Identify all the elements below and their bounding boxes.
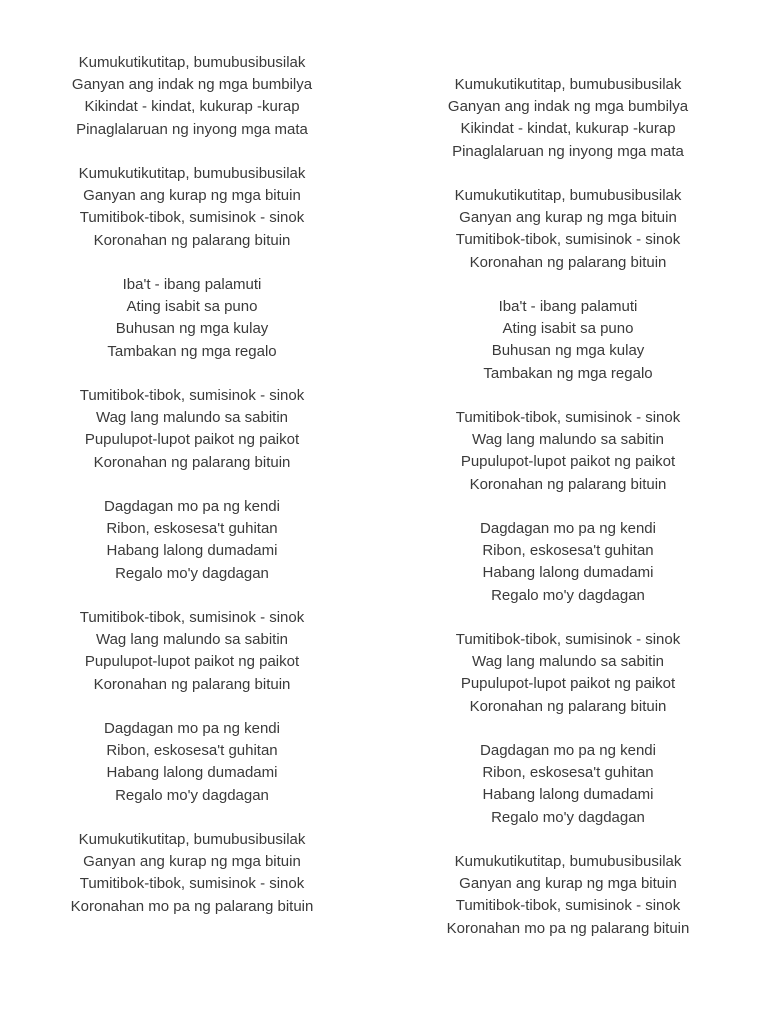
lyric-line: Buhusan ng mga kulay (491, 342, 645, 360)
stanza (42, 52, 342, 141)
lyric-line: Koronahan ng palarang bituin (93, 231, 291, 249)
lyric-line: Tumitibok-tibok, sumisinok - sinok (455, 897, 681, 915)
lyric-line: Regalo mo'y dagdagan (491, 808, 645, 826)
lyric-line: Tumitibok-tibok, sumisinok - sinok (455, 631, 681, 648)
lyric-line: Tumitibok-tibok, sumisinok - sinok (455, 409, 681, 426)
lyric-line: Iba't - ibang palamuti (122, 276, 262, 293)
lyric-line: Ribon, eskosesa't guhitan (482, 542, 654, 560)
stanza (42, 718, 342, 807)
stanza (418, 629, 718, 718)
stanza (418, 851, 718, 940)
lyric-line: Ganyan ang kurap ng mga bituin (83, 187, 301, 205)
lyric-line: Ribon, eskosesa't guhitan (106, 742, 278, 760)
lyric-line: Ganyan ang kurap ng mga bituin (459, 209, 677, 227)
lyric-line: Kumukutikutitap, bumubusibusilak (78, 54, 306, 71)
lyric-line: Regalo mo'y dagdagan (115, 786, 269, 804)
lyric-line: Pupulupot-lupot paikot ng paikot (460, 453, 676, 471)
lyric-line: Koronahan ng palarang bituin (93, 453, 291, 471)
lyric-line: Kumukutikutitap, bumubusibusilak (78, 831, 306, 848)
lyric-line: Iba't - ibang palamuti (498, 298, 638, 315)
lyric-line: Koronahan ng palarang bituin (469, 253, 667, 271)
stanza (42, 607, 342, 696)
lyric-line: Kumukutikutitap, bumubusibusilak (78, 165, 306, 182)
lyric-line: Kumukutikutitap, bumubusibusilak (454, 187, 682, 204)
lyric-line: Dagdagan mo pa ng kendi (104, 720, 280, 737)
lyric-line: Ribon, eskosesa't guhitan (106, 520, 278, 538)
stanza (418, 74, 718, 163)
lyrics-column-right (418, 74, 718, 940)
lyric-line: Koronahan ng palarang bituin (93, 675, 291, 693)
lyric-line: Pupulupot-lupot paikot ng paikot (460, 675, 676, 693)
lyric-line: Pinaglalaruan ng inyong mga mata (452, 142, 684, 160)
stanza (42, 829, 342, 918)
lyric-line: Koronahan mo pa ng palarang bituin (446, 919, 690, 937)
stanza (418, 185, 718, 274)
lyric-line: Ganyan ang indak ng mga bumbilya (447, 98, 689, 116)
lyric-line: Regalo mo'y dagdagan (491, 586, 645, 604)
lyric-line: Habang lalong dumadami (482, 564, 654, 582)
lyric-line: Tambakan ng mga regalo (107, 342, 277, 360)
lyric-line: Tumitibok-tibok, sumisinok - sinok (79, 609, 305, 626)
lyric-line: Wag lang malundo sa sabitin (471, 653, 665, 671)
lyric-line: Pupulupot-lupot paikot ng paikot (84, 653, 300, 671)
lyric-line: Ribon, eskosesa't guhitan (482, 764, 654, 782)
stanza (418, 407, 718, 496)
lyric-line: Koronahan ng palarang bituin (469, 697, 667, 715)
lyric-line: Wag lang malundo sa sabitin (95, 409, 289, 427)
stanza (418, 296, 718, 385)
lyric-line: Wag lang malundo sa sabitin (471, 431, 665, 449)
stanza (42, 274, 342, 363)
lyric-line: Wag lang malundo sa sabitin (95, 631, 289, 649)
lyric-line: Koronahan ng palarang bituin (469, 475, 667, 493)
stanza (42, 496, 342, 585)
stanza (418, 740, 718, 829)
lyric-line: Buhusan ng mga kulay (115, 320, 269, 338)
lyric-line: Tambakan ng mga regalo (483, 364, 653, 382)
lyric-line: Regalo mo'y dagdagan (115, 564, 269, 582)
lyric-line: Ganyan ang kurap ng mga bituin (83, 853, 301, 871)
lyric-line: Pinaglalaruan ng inyong mga mata (76, 120, 308, 138)
lyric-line: Tumitibok-tibok, sumisinok - sinok (455, 231, 681, 249)
lyric-line: Tumitibok-tibok, sumisinok - sinok (79, 387, 305, 404)
lyric-line: Ganyan ang kurap ng mga bituin (459, 875, 677, 893)
lyric-line: Tumitibok-tibok, sumisinok - sinok (79, 875, 305, 893)
stanza (418, 518, 718, 607)
lyric-line: Kumukutikutitap, bumubusibusilak (454, 76, 682, 93)
lyric-line: Pupulupot-lupot paikot ng paikot (84, 431, 300, 449)
lyric-line: Habang lalong dumadami (106, 542, 278, 560)
lyric-line: Koronahan mo pa ng palarang bituin (70, 897, 314, 915)
lyric-line: Habang lalong dumadami (482, 786, 654, 804)
lyric-line: Dagdagan mo pa ng kendi (104, 498, 280, 515)
lyric-line: Ating isabit sa puno (126, 298, 258, 316)
lyric-line: Tumitibok-tibok, sumisinok - sinok (79, 209, 305, 227)
stanza (42, 163, 342, 252)
lyric-line: Ating isabit sa puno (502, 320, 634, 338)
lyric-line: Kikindat - kindat, kukurap -kurap (460, 120, 676, 138)
stanza (42, 385, 342, 474)
lyric-line: Dagdagan mo pa ng kendi (480, 520, 656, 537)
lyrics-column-left (42, 52, 342, 918)
lyric-line: Habang lalong dumadami (106, 764, 278, 782)
lyric-line: Kikindat - kindat, kukurap -kurap (84, 98, 300, 116)
lyric-line: Ganyan ang indak ng mga bumbilya (71, 76, 313, 94)
lyric-line: Kumukutikutitap, bumubusibusilak (454, 853, 682, 870)
lyric-line: Dagdagan mo pa ng kendi (480, 742, 656, 759)
